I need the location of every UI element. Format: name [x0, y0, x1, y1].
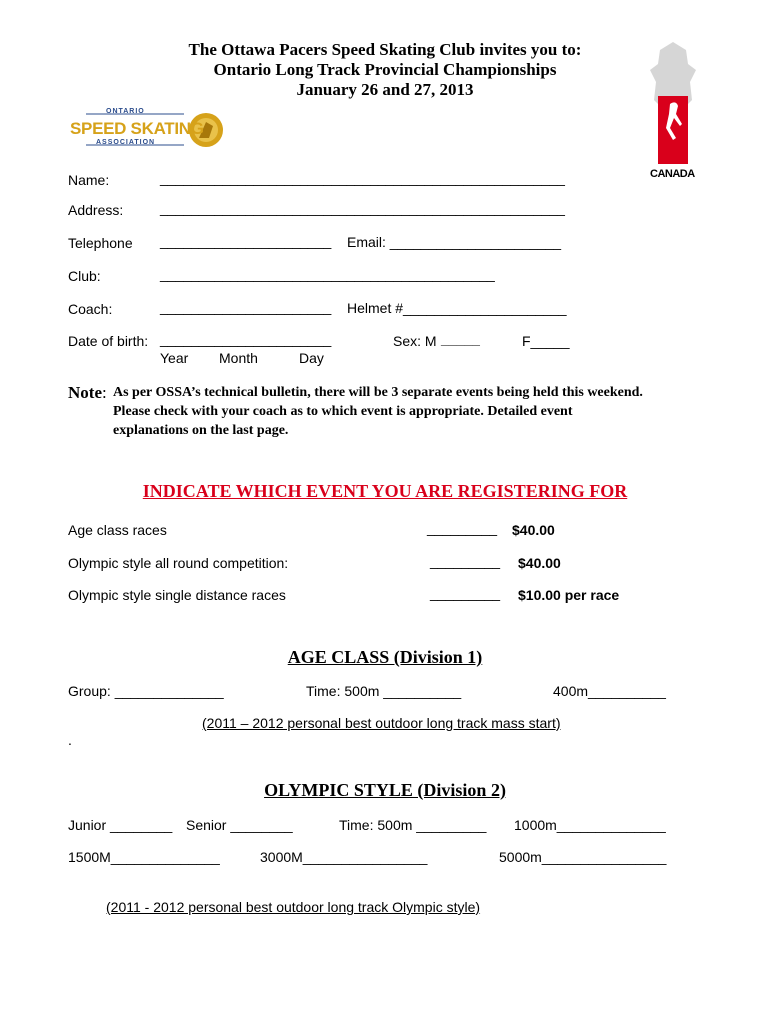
note-label: Note: — [68, 383, 107, 402]
olympic-junior-field[interactable]: Junior ________ — [68, 817, 173, 833]
olympic-5000m-field[interactable]: 5000m________________ — [499, 849, 667, 865]
dob-year-label: Year — [160, 350, 189, 366]
events-heading: INDICATE WHICH EVENT YOU ARE REGISTERING FOR — [142, 481, 628, 501]
canada-logo — [648, 40, 698, 186]
ossa-bottom-text: ASSOCIATION — [96, 139, 156, 146]
age-time-500-field[interactable]: Time: 500m __________ — [306, 683, 462, 699]
olympic-3000m-field[interactable]: 3000M________________ — [260, 849, 428, 865]
ossa-top-text: ONTARIO — [106, 108, 145, 115]
event-price-all-round: $40.00 — [518, 555, 561, 571]
event-blank-single-distance[interactable]: _________ — [430, 585, 501, 601]
canada-text: CANADA — [650, 168, 695, 180]
sex-label: Sex: M — [393, 333, 437, 349]
event-blank-all-round[interactable]: _________ — [430, 553, 501, 569]
note-line-3: explanations on the last page. — [113, 423, 289, 438]
event-blank-age-class[interactable]: _________ — [427, 520, 498, 536]
event-price-age-class: $40.00 — [512, 522, 555, 538]
note-line-1: As per OSSA’s technical bulletin, there will be 3 separate events being held this weekend. — [113, 385, 643, 400]
olympic-senior-field[interactable]: Senior ________ — [186, 817, 293, 833]
telephone-field[interactable]: ______________________ — [160, 233, 332, 249]
club-label: Club: — [68, 268, 101, 284]
address-field[interactable]: ____________________________________________________ — [160, 200, 565, 216]
dob-month-label: Month — [219, 350, 258, 366]
name-label: Name: — [68, 172, 110, 188]
title-line-1: The Ottawa Pacers Speed Skating Club invites you to: — [188, 40, 582, 59]
address-label: Address: — [68, 202, 124, 218]
title-line-2: Ontario Long Track Provincial Championships — [213, 60, 557, 79]
age-group-field[interactable]: Group: ______________ — [68, 683, 224, 699]
olympic-1500m-field[interactable]: 1500M______________ — [68, 849, 220, 865]
event-price-single-distance: $10.00 per race — [518, 587, 620, 603]
helmet-field[interactable]: Helmet #_____________________ — [347, 300, 567, 316]
dob-label: Date of birth: — [68, 333, 149, 349]
ossa-main-text: SPEED SKATING — [70, 119, 204, 138]
club-field[interactable]: ___________________________________________ — [160, 266, 495, 282]
note-line-2: Please check with your coach as to which event is appropriate. Detailed event — [113, 404, 573, 419]
olympic-heading: OLYMPIC STYLE (Division 2) — [264, 780, 506, 800]
olympic-1000m-field[interactable]: 1000m______________ — [514, 817, 666, 833]
event-label-age-class: Age class races — [68, 522, 167, 538]
dob-day-label: Day — [299, 350, 324, 366]
age-class-dot: . — [68, 732, 72, 748]
dob-field[interactable]: ______________________ — [160, 331, 332, 347]
name-field[interactable]: ____________________________________________________ — [160, 170, 565, 186]
coach-label: Coach: — [68, 301, 113, 317]
olympic-time-500-field[interactable]: Time: 500m _________ — [339, 817, 487, 833]
age-class-note: (2011 – 2012 personal best outdoor long track mass start) — [202, 715, 561, 731]
telephone-label: Telephone — [68, 235, 133, 251]
age-time-400-field[interactable]: 400m__________ — [553, 683, 666, 699]
olympic-note: (2011 - 2012 personal best outdoor long track Olympic style) — [106, 899, 481, 915]
event-label-all-round: Olympic style all round competition: — [68, 555, 289, 571]
event-label-single-distance: Olympic style single distance races — [68, 587, 286, 603]
ossa-logo — [66, 108, 226, 152]
age-class-heading: AGE CLASS (Division 1) — [287, 647, 483, 667]
coach-field[interactable]: ______________________ — [160, 299, 332, 315]
sex-m-field[interactable]: _____ — [441, 331, 480, 347]
title-line-3: January 26 and 27, 2013 — [296, 80, 474, 99]
email-field[interactable]: Email: ______________________ — [347, 234, 562, 250]
sex-f-field[interactable]: F_____ — [522, 333, 570, 349]
